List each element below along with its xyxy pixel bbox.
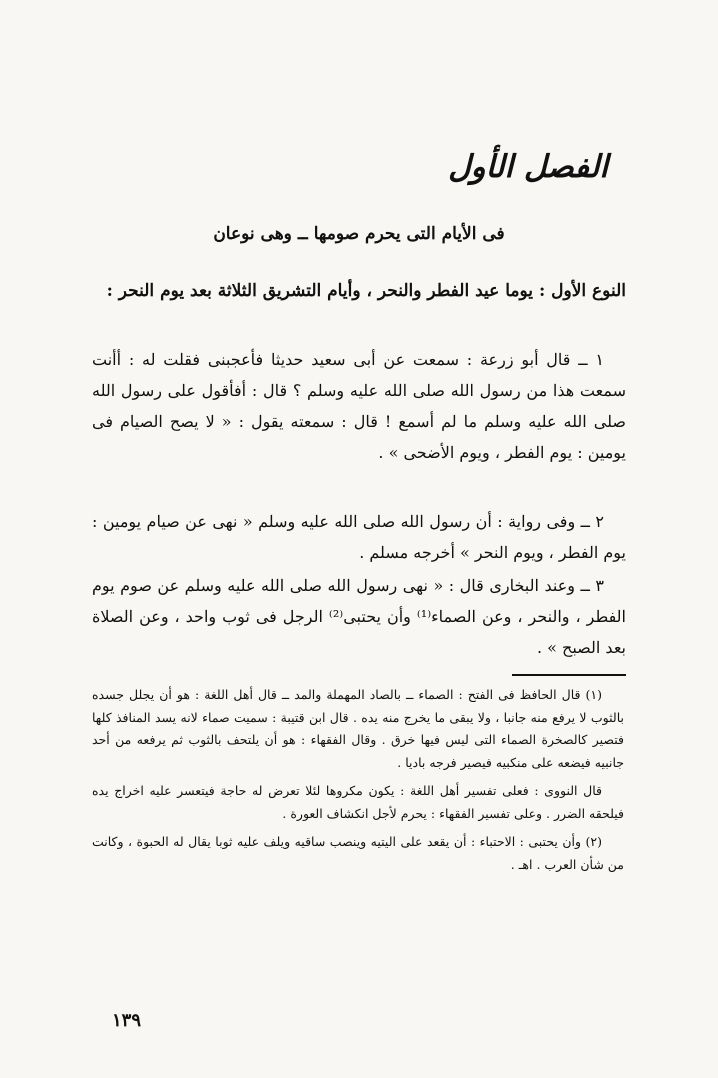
- footnote-1-continued: قال النووى : فعلى تفسير أهل اللغة : يكون مكروها لئلا تعرض له حاجة فيتعسر عليه اخراج يده فيلحقه الضرر . وعلى تفسير الفقهاء : يحرم لأجل انكشاف العورة .: [92, 783, 624, 821]
- hadith-text: ١ ــ قال أبو زرعة : سمعت عن أبى سعيد حديثا فأعجبنى فقلت له : أأنت سمعت هذا من رسول الله صلى الله عليه وسلم ؟ قال : أفأقول على رسول الله صلى الله عليه وسلم ما لم أسمع ! قال : سمعته يقول : « لا يصح الصيام فى يومين : يوم الفطر ، ويوم الأضحى » .: [92, 350, 626, 462]
- hadith-2: [92, 506, 626, 568]
- hadith-1: [92, 344, 626, 468]
- footnote-2: (٢) وأن يحتبى : الاحتباء : أن يقعد على اليتيه وينصب ساقيه ويلف عليه ثوبا يقال له الحبوة ، وكانت من شأن العرب . اهـ .: [92, 834, 624, 872]
- hadith-text: ٢ ــ وفى رواية : أن رسول الله صلى الله عليه وسلم « نهى عن صيام يومين : يوم الفطر ، ويوم النحر » أخرجه مسلم .: [92, 512, 626, 562]
- chapter-title: الفصل الأول: [448, 149, 608, 185]
- footnote-divider: [512, 674, 626, 676]
- section-heading: فى الأيام التى يحرم صومها ــ وهى نوعان: [213, 224, 505, 244]
- footnote-1: (١) قال الحافظ فى الفتح : الصماء ــ بالصاد المهملة والمد ــ قال أهل اللغة : هو أن يجلل جسده بالثوب لا يرفع منه جانبا ، ولا يبقى ما يخرج منه يده . قال ابن قتيبة : سميت صماء لانه يسد المنافذ كلها فتصير كالصخرة الصماء التى ليس فيها خرق . وقال الفقهاء : هو أن يلتحف بالثوب ثم يرفعه من أحد جانبيه فيضعه على منكبيه فيصير فرجه باديا .: [92, 687, 624, 770]
- hadith-3: [92, 570, 626, 663]
- hadith-text: ٣ ــ وعند البخارى قال : « نهى رسول الله صلى الله عليه وسلم عن صوم يوم الفطر ، والنحر ، وعن الصماء⁽¹⁾ وأن يحتبى⁽²⁾ الرجل فى ثوب واحد ، وعن الصلاة بعد الصبح » .: [92, 576, 627, 657]
- type-one-heading: النوع الأول : يوما عيد الفطر والنحر ، وأيام التشريق الثلاثة بعد يوم النحر :: [106, 281, 626, 301]
- footnotes: [92, 684, 624, 882]
- page-number: ١٣٩: [112, 1010, 142, 1031]
